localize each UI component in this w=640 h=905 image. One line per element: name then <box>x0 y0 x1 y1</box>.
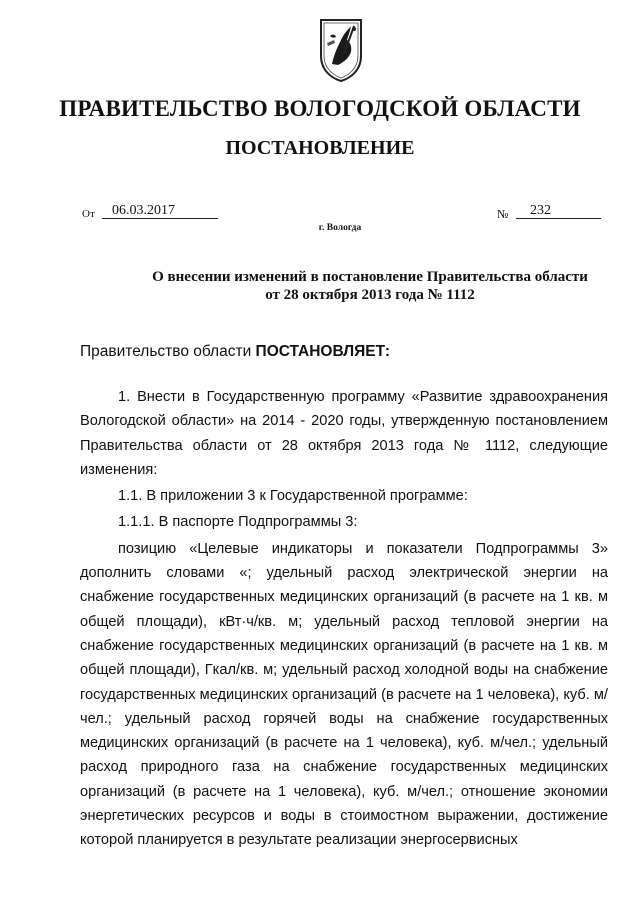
coat-of-arms-icon <box>318 16 364 82</box>
government-title: ПРАВИТЕЛЬСТВО ВОЛОГОДСКОЙ ОБЛАСТИ <box>59 96 581 121</box>
paragraph-1: 1. Внести в Государственную программу «Развитие здравоохранения Вологодской области» на 2014 - 2020 годы, утвержденную постановлением Правительства области от 28 октября 2013 года № 1112, следующие изменения: <box>80 389 608 478</box>
number-label: № <box>497 207 509 221</box>
document-number: 232 <box>516 203 601 219</box>
preamble-emphasis: ПОСТАНОВЛЯЕТ: <box>255 343 391 360</box>
heading-line-2: от 28 октября 2013 года № 1112 <box>265 287 475 303</box>
preamble <box>80 343 390 361</box>
document-heading <box>100 268 640 304</box>
preamble-text: Правительство области <box>80 343 256 360</box>
paragraph-2: 1.1. В приложении 3 к Государственной программе: <box>118 488 468 505</box>
document-date: 06.03.2017 <box>102 203 218 219</box>
paragraph-3: 1.1.1. В паспорте Подпрограммы 3: <box>118 514 358 531</box>
date-label: От <box>82 208 95 220</box>
document-type: ПОСТАНОВЛЕНИЕ <box>225 137 415 159</box>
paragraph-4: позицию «Целевые индикаторы и показатели Подпрограммы 3» дополнить словами «; удельный расход электрической энергии на снабжение государственных медицинских организаций (в расчете на 1 кв. м общей площади), кВт·ч/кв. м; удельный расход тепловой энергии на снабжение государственных медицинских организаций (в расчете на 1 кв. м общей площади), Гкал/кв. м; удельный расход холодной воды на снабжение государственных медицинских организаций (в расчете на 1 человека), куб. м/чел.; удельный расход горячей воды на снабжение государственных медицинских организаций (в расчете на 1 человека), куб. м/чел.; удельный расход природного газа на снабжение государственных медицинских организаций (в расчете на 1 человека), куб. м/чел.; отношение экономии энергетических ресурсов и воды в стоимостном выражении, достижение которой планируется в результате реализации энергосервисных <box>80 540 608 849</box>
heading-line-1: О внесении изменений в постановление Правительства области <box>152 269 588 285</box>
city-label: г. Вологда <box>318 223 362 233</box>
document-body <box>80 385 608 855</box>
